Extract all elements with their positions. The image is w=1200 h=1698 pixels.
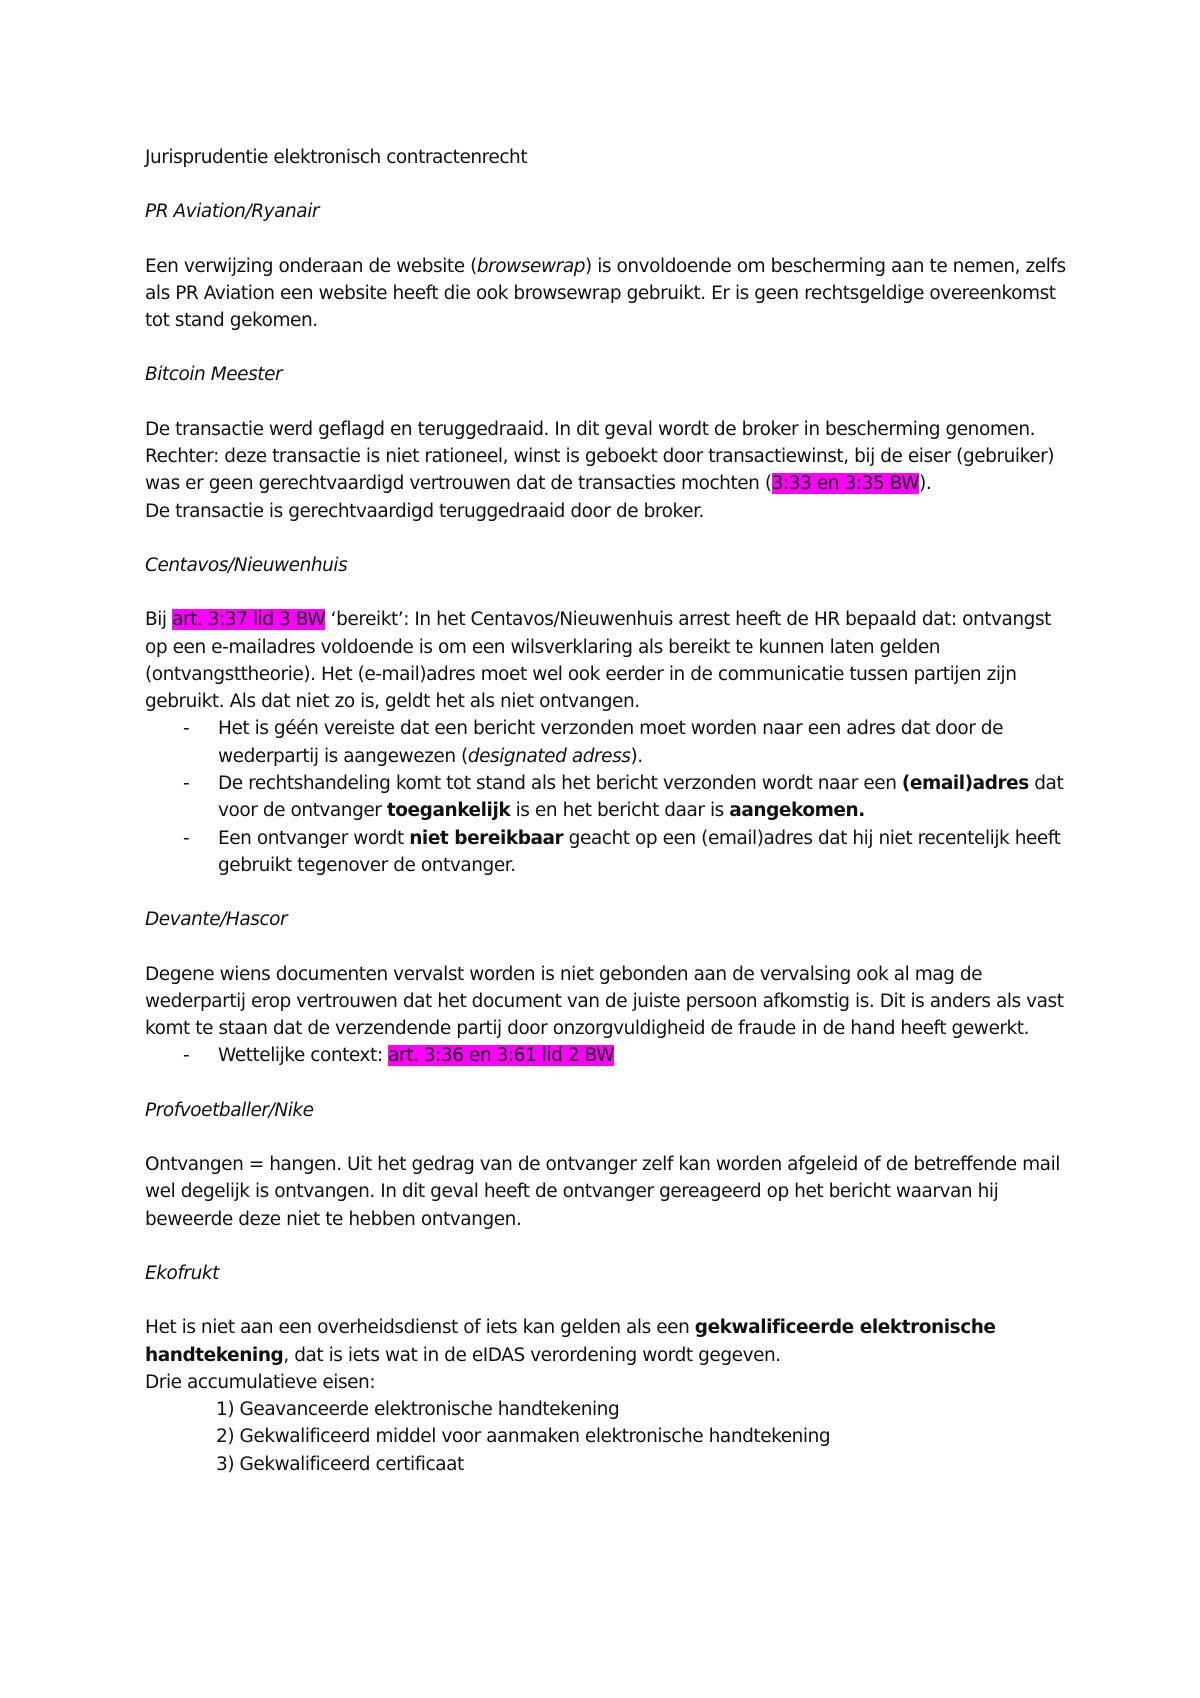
case-text-pr-aviation: Een verwijzing onderaan de website (browsewrap) is onvoldoende om bescherming aan te nemen, zelfs als PR Aviation een website heeft die ook browsewrap gebruikt. Er is geen rechtsgeldige overeenkomst tot stand gekomen. <box>145 255 1066 332</box>
case-text-bitcoin-meester: De transactie werd geflagd en teruggedraaid. In dit geval wordt de broker in bescherming genomen. Rechter: deze transactie is niet rationeel, winst is geboekt door transactiewinst, bij de eiser (gebruiker) was er geen gerechtvaardigd vertrouwen dat de transacties mochten (3:33 en 3:35 BW). <box>145 418 1055 495</box>
requirements-intro: Drie accumulatieve eisen: <box>145 1371 376 1393</box>
case-text-ekofrukt: Het is niet aan een overheidsdienst of iets kan gelden als een gekwalificeerde elektronische handtekening, dat is iets wat in de eIDAS verordening wordt gegeven. <box>145 1317 996 1366</box>
requirement-item: 2) Gekwalificeerd middel voor aanmaken elektronische handtekening <box>216 1426 831 1448</box>
list-item: - De rechtshandeling komt tot stand als het bericht verzonden wordt naar een (email)adres dat voor de ontvanger toegankelijk is en het bericht daar is aangekomen. <box>183 773 1064 822</box>
centavos-bullet-list <box>145 715 1075 879</box>
document-title: Jurisprudentie elektronisch contractenrecht <box>145 147 528 168</box>
list-item: - Wettelijke context: art. 3:36 en 3:61 lid 2 BW <box>183 1045 615 1067</box>
case-text-centavos: Bij art. 3:37 lid 3 BW ‘bereikt’: In het Centavos/Nieuwenhuis arrest heeft de HR bepaald dat: ontvangst op een e-mailadres voldoende is om een wilsverklaring als bereikt te kunnen laten gelden (ontvangsttheorie). Het (e-mail)adres moet wel ook eerder in de communicatie tussen partijen zijn gebruikt. Als dat niet zo is, geldt het als niet ontvangen. <box>145 609 1051 713</box>
case-heading-pr-aviation: PR Aviation/Ryanair <box>145 201 320 223</box>
term-browsewrap: browsewrap <box>476 255 585 277</box>
list-item: - Een ontvanger wordt niet bereikbaar geacht op een (email)adres dat hij niet recentelijk heeft gebruikt tegenover de ontvanger. <box>183 827 1061 876</box>
case-heading-profvoetballer: Profvoetballer/Nike <box>145 1099 314 1121</box>
highlight-article-ref: 3:33 en 3:35 BW <box>771 473 920 495</box>
case-text-profvoetballer: Ontvangen = hangen. Uit het gedrag van de ontvanger zelf kan worden afgeleid of de betreffende mail wel degelijk is ontvangen. In dit geval heeft de ontvanger gereageerd op het bericht waarvan hij beweerde deze niet te hebben ontvangen. <box>145 1154 1060 1230</box>
highlight-article-ref: art. 3:37 lid 3 BW <box>172 609 326 631</box>
requirement-item: 3) Gekwalificeerd certificaat <box>216 1453 464 1475</box>
case-heading-centavos: Centavos/Nieuwenhuis <box>145 554 348 576</box>
case-heading-ekofrukt: Ekofrukt <box>145 1262 219 1284</box>
case-text-devante: Degene wiens documenten vervalst worden is niet gebonden aan de vervalsing ook al mag de wederpartij erop vertrouwen dat het document van de juiste persoon afkomstig is. Dit is anders als vast komt te staan dat de verzendende partij door onzorgvuldigheid de fraude in de hand heeft gewerkt. <box>145 963 1064 1040</box>
case-heading-bitcoin-meester: Bitcoin Meester <box>145 364 283 386</box>
highlight-article-ref: art. 3:36 en 3:61 lid 2 BW <box>388 1045 615 1067</box>
devante-bullet-list <box>145 1042 1075 1069</box>
case-text-bitcoin-meester-2: De transactie is gerechtvaardigd teruggedraaid door de broker. <box>145 500 704 522</box>
case-heading-devante: Devante/Hascor <box>145 909 288 931</box>
document-body <box>145 144 1075 1478</box>
list-item: - Het is géén vereiste dat een bericht verzonden moet worden naar een adres dat door de wederpartij is aangewezen (designated adress). <box>183 718 1004 767</box>
requirement-item: 1) Geavanceerde elektronische handtekening <box>216 1399 620 1421</box>
